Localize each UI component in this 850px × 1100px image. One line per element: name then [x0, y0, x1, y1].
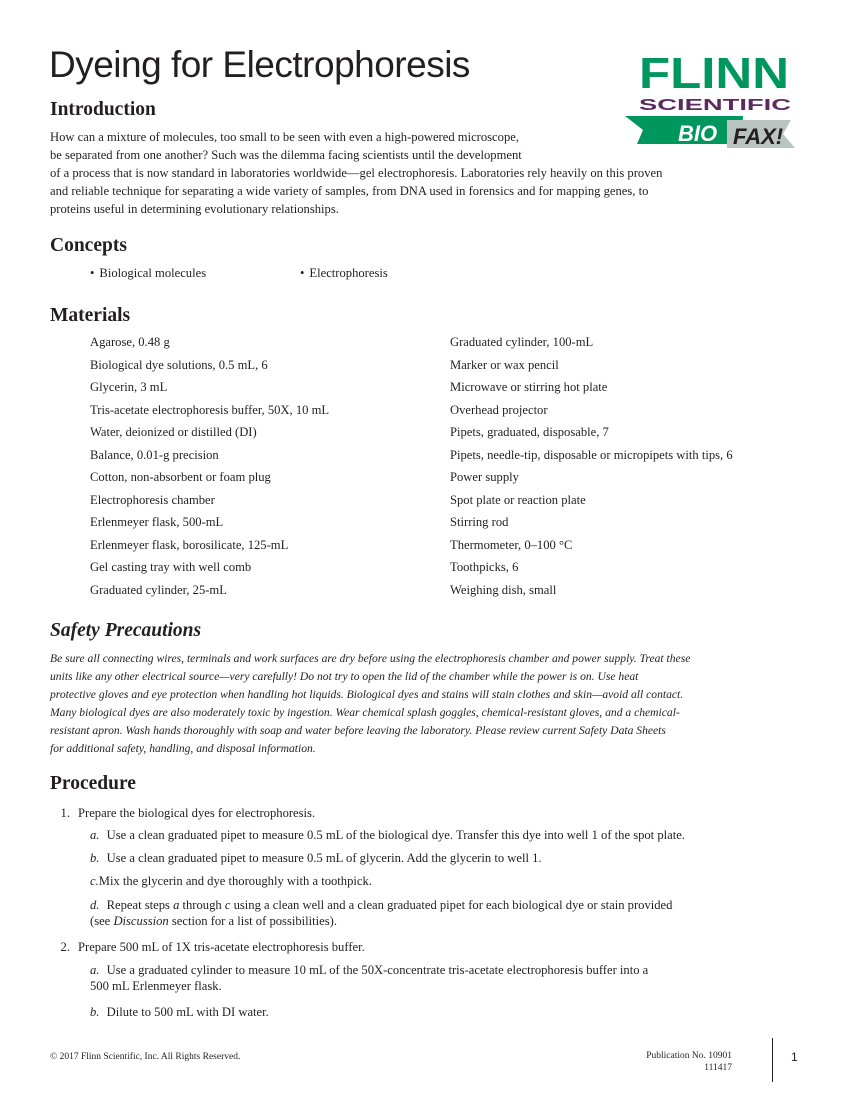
substep-label: d. — [90, 898, 100, 912]
procedure-substep — [90, 962, 648, 994]
document-title: Dyeing for Electrophoresis — [49, 44, 470, 85]
substep-label: c. — [90, 874, 99, 888]
introduction-heading: Introduction — [50, 99, 156, 120]
substep-text: (see — [90, 914, 114, 928]
material-item: Microwave or stirring hot plate — [450, 380, 608, 394]
procedure-substep — [90, 1004, 269, 1020]
material-item: Water, deionized or distilled (DI) — [90, 425, 257, 439]
procedure-step — [50, 939, 365, 955]
material-item: Toothpicks, 6 — [450, 560, 519, 574]
substep-text: section for a list of possibilities). — [168, 914, 337, 928]
material-item: Power supply — [450, 470, 519, 484]
material-item: Stirring rod — [450, 515, 509, 529]
safety-line: resistant apron. Wash hands thoroughly with soap and water before leaving the laboratory. Please review current Safety Data Sheets — [50, 724, 666, 737]
material-item: Graduated cylinder, 25-mL — [90, 582, 227, 597]
substep-label: b. — [90, 1005, 100, 1019]
material-item: Balance, 0.01-g precision — [90, 447, 219, 462]
substep-text: 500 mL Erlenmeyer flask. — [90, 979, 222, 993]
procedure-substep — [90, 873, 372, 889]
material-item: Agarose, 0.48 g — [90, 335, 170, 349]
substep-text: Mix the glycerin and dye thoroughly with a toothpick. — [98, 874, 372, 888]
substep-text: Dilute to 500 mL with DI water. — [106, 1005, 269, 1019]
material-item: Erlenmeyer flask, 500-mL — [90, 515, 224, 529]
introduction-text — [50, 128, 780, 218]
intro-line: be separated from one another? Such was the dilemma facing scientists until the development — [50, 148, 522, 162]
concept-label: Electrophoresis — [309, 266, 388, 280]
safety-line: Many biological dyes are also moderately toxic by ingestion. Wear chemical splash goggles, chemical-resistant gloves, and a chemical- — [50, 706, 680, 719]
logo-brand: FLINN — [639, 49, 789, 98]
material-item: Biological dye solutions, 0.5 mL, 6 — [90, 357, 268, 372]
substep-text: Use a graduated cylinder to measure 10 mL of the 50X-concentrate tris-acetate electrophoresis buffer into a — [106, 963, 649, 977]
safety-line: protective gloves and eye protection when handling hot liquids. Biological dyes and stains will stain clothes and skin—avoid all contact. — [50, 688, 684, 701]
material-item: Overhead projector — [450, 402, 548, 417]
substep-label: a. — [90, 828, 100, 842]
procedure-substep — [90, 850, 542, 866]
material-item: Pipets, needle-tip, disposable or micropipets with tips, 6 — [450, 447, 733, 462]
concepts-heading: Concepts — [50, 235, 127, 256]
concept-label: Biological molecules — [99, 266, 207, 280]
publication-info — [646, 1050, 732, 1074]
bullet-icon: • — [90, 266, 95, 280]
logo-fax: FAX! — [733, 124, 784, 148]
substep-text: Use a clean graduated pipet to measure 0.5 mL of glycerin. Add the glycerin to well 1. — [106, 851, 542, 865]
material-item: Graduated cylinder, 100-mL — [450, 335, 594, 349]
page-number: 1 — [791, 1050, 798, 1064]
step-number: 1. — [60, 806, 70, 820]
substep-text: using a clean well and a clean graduated pipet for each biological dye or stain provided — [230, 898, 673, 912]
step-text: Prepare 500 mL of 1X tris-acetate electrophoresis buffer. — [78, 940, 365, 954]
material-item: Marker or wax pencil — [450, 357, 559, 372]
procedure-substep — [90, 897, 672, 929]
logo-sub: SCIENTIFIC — [639, 97, 792, 114]
footer-divider — [772, 1038, 773, 1082]
discussion-reference: Discussion — [113, 914, 169, 928]
procedure-substep — [90, 827, 685, 843]
bullet-icon: • — [300, 266, 305, 280]
intro-line: of a process that is now standard in laboratories worldwide—gel electrophoresis. Laboratories rely heavily on this proven — [50, 166, 663, 180]
concept-item — [90, 266, 206, 281]
substep-ref: a — [173, 898, 180, 912]
concept-item — [300, 266, 388, 281]
materials-column-left — [90, 335, 329, 605]
material-item: Weighing dish, small — [450, 582, 557, 597]
safety-line: for additional safety, handling, and disposal information. — [50, 742, 316, 755]
material-item: Thermometer, 0–100 °C — [450, 537, 573, 552]
material-item: Electrophoresis chamber — [90, 492, 215, 507]
procedure-step — [50, 805, 315, 821]
publication-number: Publication No. 10901 — [646, 1051, 732, 1061]
safety-text — [50, 650, 810, 758]
copyright-notice: © 2017 Flinn Scientific, Inc. All Rights Reserved. — [50, 1052, 241, 1062]
procedure-heading: Procedure — [50, 773, 136, 794]
safety-line: Be sure all connecting wires, terminals and work surfaces are dry before using the electrophoresis chamber and power supply. Treat these — [50, 652, 691, 665]
substep-label: b. — [90, 851, 100, 865]
materials-column-right — [450, 335, 733, 605]
material-item: Pipets, graduated, disposable, 7 — [450, 425, 609, 439]
material-item: Erlenmeyer flask, borosilicate, 125-mL — [90, 537, 289, 552]
substep-ref: c — [224, 898, 231, 912]
intro-line: proteins useful in determining evolutionary relationships. — [50, 202, 339, 216]
logo-bio: BIO — [678, 121, 718, 146]
material-item: Gel casting tray with well comb — [90, 560, 252, 574]
materials-heading: Materials — [50, 305, 131, 326]
material-item: Cotton, non-absorbent or foam plug — [90, 470, 271, 484]
safety-heading: Safety Precautions — [50, 620, 202, 641]
substep-text: Repeat steps — [106, 898, 174, 912]
intro-line: and reliable technique for separating a wide variety of samples, from DNA used in forensics and for mapping genes, to — [50, 184, 649, 198]
substep-label: a. — [90, 963, 100, 977]
step-text: Prepare the biological dyes for electrophoresis. — [78, 806, 316, 820]
substep-text: through — [179, 898, 225, 912]
safety-line: units like any other electrical source—very carefully! Do not try to open the lid of the chamber while the power is on. Use heat — [50, 670, 639, 683]
material-item: Spot plate or reaction plate — [450, 492, 586, 507]
substep-text: Use a clean graduated pipet to measure 0.5 mL of the biological dye. Transfer this dye into well 1 of the spot plate. — [106, 828, 685, 842]
material-item: Glycerin, 3 mL — [90, 380, 168, 394]
publication-code: 111417 — [704, 1063, 732, 1073]
intro-line: How can a mixture of molecules, too small to be seen with even a high-powered microscope, — [50, 130, 519, 144]
step-number: 2. — [60, 940, 70, 954]
material-item: Tris-acetate electrophoresis buffer, 50X, 10 mL — [90, 402, 330, 417]
